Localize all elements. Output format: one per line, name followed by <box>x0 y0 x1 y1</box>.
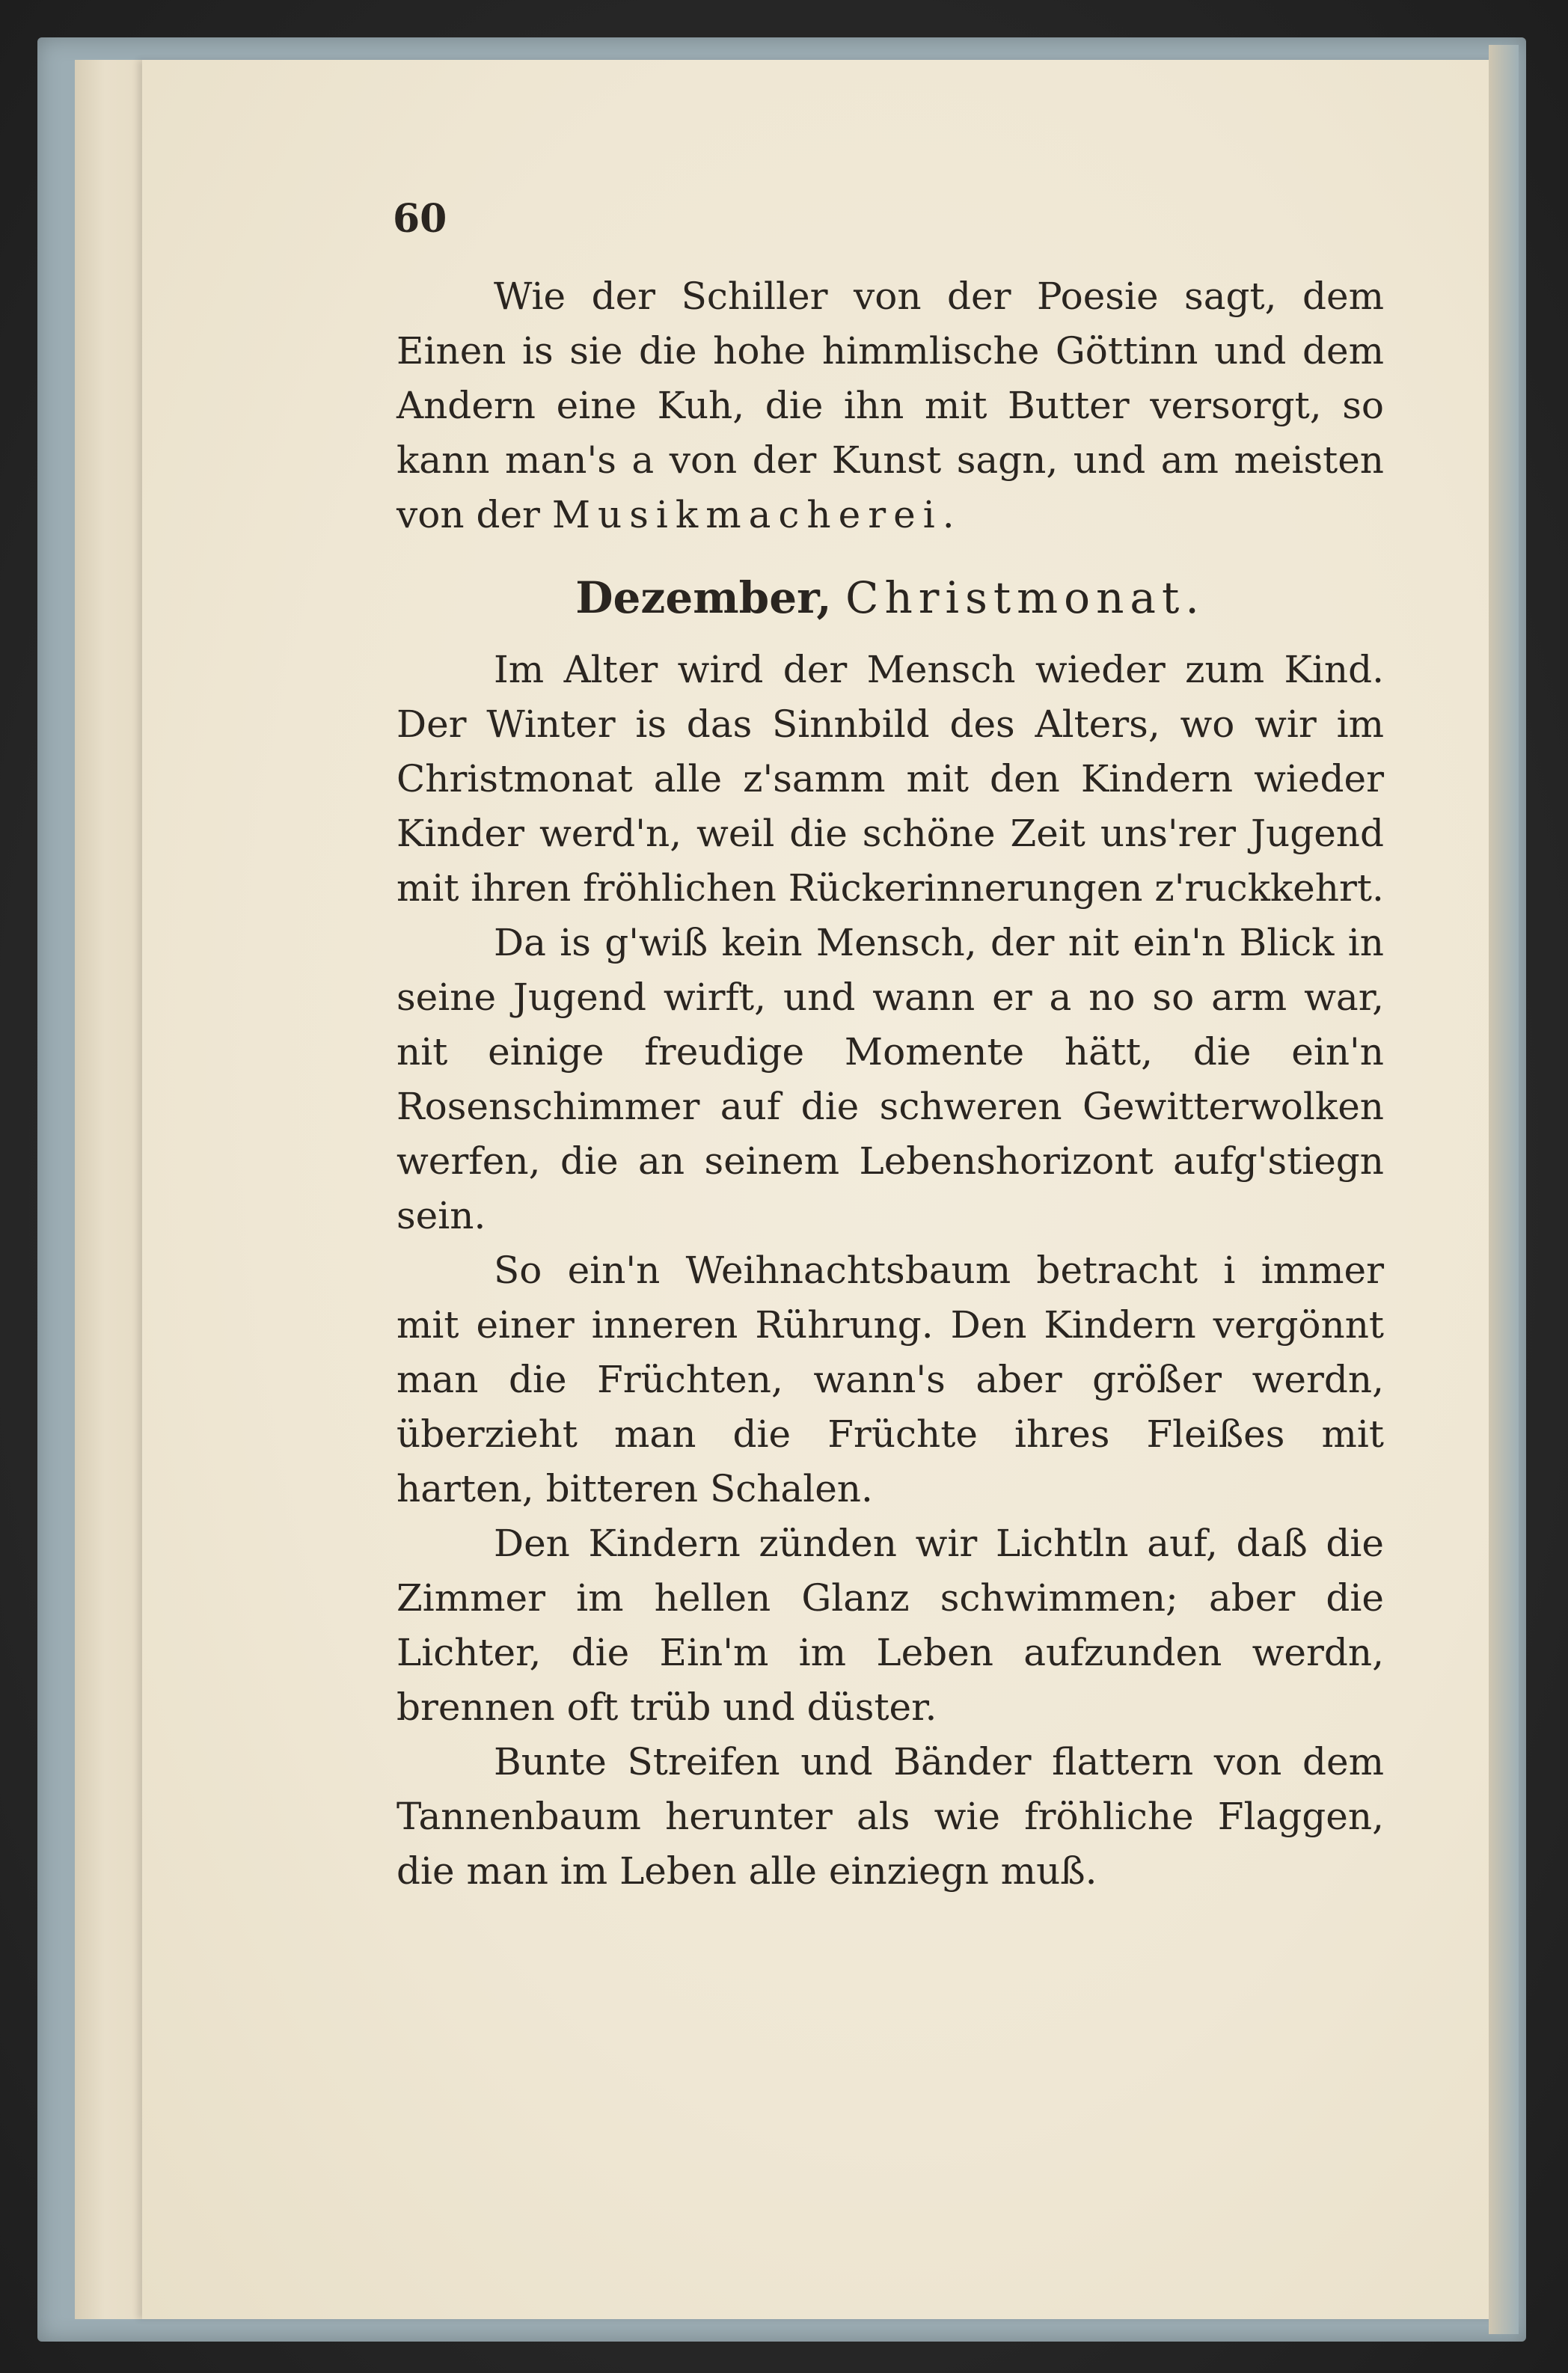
page-number: 60 <box>393 196 447 242</box>
heading-subtitle: Christmonat. <box>845 572 1205 623</box>
paragraph-2: Da is g'wiß kein Mensch, der nit ein'n Blick in seine Jugend wirft, und wann er a no so arm war, nit einige freudige Momente hätt, die ein'n Rosenschimmer auf die schweren Gewitterwolken werfen, die an seinem Lebenshorizont aufg'stiegn sein. <box>396 921 1384 1237</box>
intro-text: Wie der Schiller von der Poesie sagt, dem Einen is sie die hohe himmlische Göttinn und dem Andern eine Kuh, die ihn mit Butter versorgt, so kann man's a von der Kunst sagn, und am meisten von der <box>396 275 1384 536</box>
section-heading <box>396 568 1384 628</box>
paragraph-1: Im Alter wird der Mensch wieder zum Kind. Der Winter is das Sinnbild des Alters, wo wir im Christmonat alle z'samm mit den Kindern wieder Kinder werd'n, weil die schöne Zeit uns'rer Jugend mit ihren fröhlichen Rückerinnerungen z'ruckkehrt. <box>396 648 1384 910</box>
intro-paragraph <box>396 269 1384 542</box>
book-gutter <box>1489 45 1519 2334</box>
paragraph-4: Den Kindern zünden wir Lichtln auf, daß die Zimmer im hellen Glanz schwimmen; aber die Lichter, die Ein'm im Leben aufzunden werdn, brennen oft trüb und düster. <box>396 1522 1384 1729</box>
intro-end: . <box>942 493 955 536</box>
heading-month: Dezember, <box>575 572 832 623</box>
paragraph-5: Bunte Streifen und Bänder flattern von dem Tannenbaum herunter als wie fröhliche Flaggen, die man im Leben alle einziegn muß. <box>396 1740 1384 1893</box>
page-text <box>396 269 1384 1899</box>
paragraph-3: So ein'n Weihnachtsbaum betracht i immer mit einer inneren Rührung. Den Kindern vergönnt man die Früchten, wann's aber größer werdn, überzieht man die Früchte ihres Fleißes mit harten, bitteren Schalen. <box>396 1249 1384 1510</box>
intro-spaced-word: Musikmacherei <box>551 493 943 536</box>
